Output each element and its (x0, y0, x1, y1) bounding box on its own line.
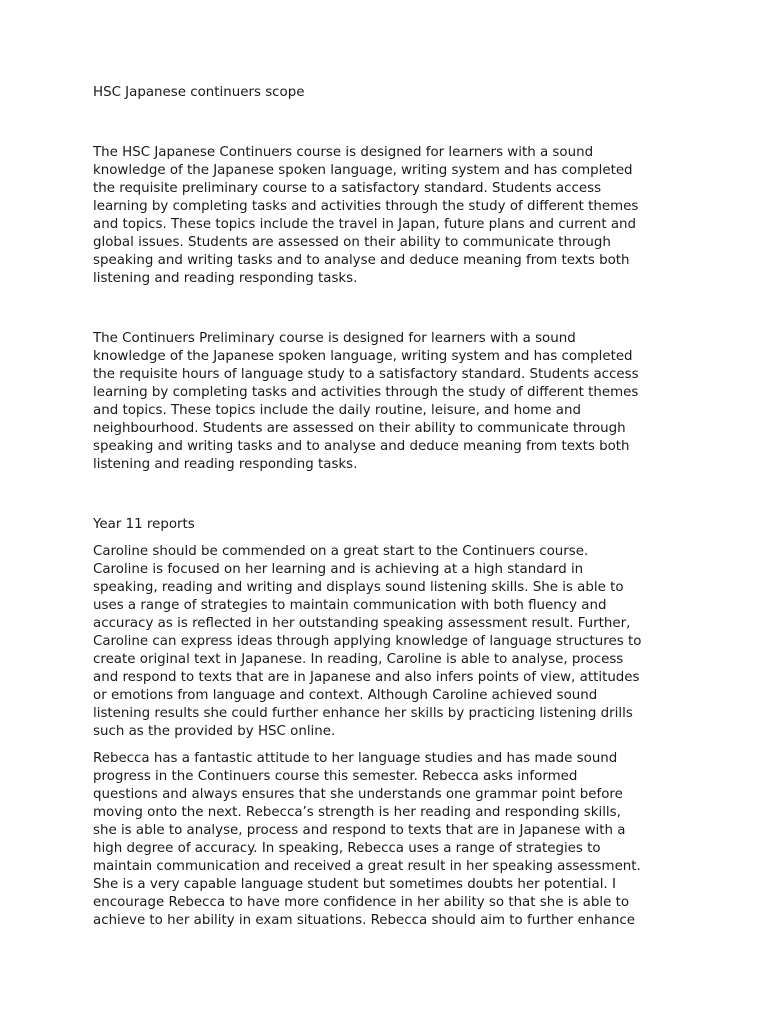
reports-heading: Year 11 reports (93, 517, 195, 532)
report-caroline: Caroline should be commended on a great start to the Continuers course. Caroline is focused on her learning and is achieving at a high standard in speaking, reading and writing and displays sound listening skills. She is able to uses a range of strategies to maintain communication with both fluency and accuracy as is reflected in her outstanding speaking assessment result. Further, Caroline can express ideas through applying knowledge of language structures to create original text in Japanese. In reading, Caroline is able to analyse, process and respond to texts that are in Japanese and also infers points of view, attitudes or emotions from language and context. Although Caroline achieved sound listening results she could further enhance her skills by practicing listening drills such as the provided by HSC online. (93, 544, 642, 739)
course-description-preliminary: The Continuers Preliminary course is designed for learners with a sound knowledge of the Japanese spoken language, writing system and has completed the requisite hours of language study to a satisfactory standard. Students access learning by completing tasks and activities through the study of different themes and topics. These topics include the daily routine, leisure, and home and neighbourhood. Students are assessed on their ability to communicate through speaking and writing tasks and to analyse and deduce meaning from texts both listening and reading responding tasks. (93, 331, 639, 472)
course-description-hsc: The HSC Japanese Continuers course is designed for learners with a sound knowledge of the Japanese spoken language, writing system and has completed the requisite preliminary course to a satisfactory standard. Students access learning by completing tasks and activities through the study of different themes and topics. These topics include the travel in Japan, future plans and current and global issues. Students are assessed on their ability to communicate through speaking and writing tasks and to analyse and deduce meaning from texts both listening and reading responding tasks. (93, 145, 639, 286)
report-rebecca: Rebecca has a fantastic attitude to her language studies and has made sound progress in the Continuers course this semester. Rebecca asks informed questions and always ensures that she understands one grammar point before moving onto the next. Rebecca’s strength is her reading and responding skills, she is able to analyse, process and respond to texts that are in Japanese with a high degree of accuracy. In speaking, Rebecca uses a range of strategies to maintain communication and received a great result in her speaking assessment. She is a very capable language student but sometimes doubts her potential. I encourage Rebecca to have more confidence in her ability so that she is able to achieve to her ability in exam situations. Rebecca should aim to further enhance (93, 751, 641, 928)
document-title: HSC Japanese continuers scope (93, 85, 305, 100)
document-body (93, 84, 685, 930)
